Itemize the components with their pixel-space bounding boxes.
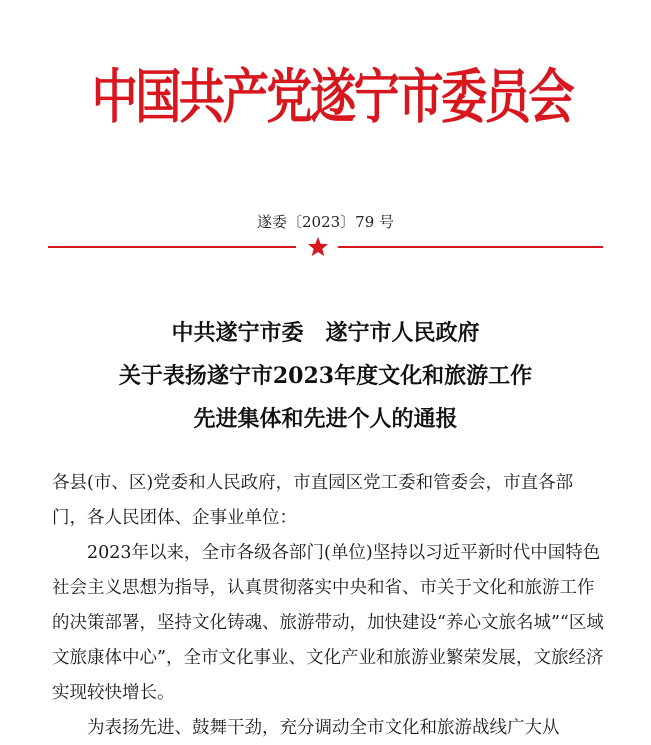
divider-line-right [338, 246, 603, 248]
body-paragraph-2: 为表扬先进、鼓舞干劲，充分调动全市文化和旅游战线广大从 [87, 718, 560, 738]
divider-line-left [48, 246, 296, 248]
document-number: 遂委〔2023〕79 号 [256, 213, 395, 231]
body-paragraph-1: 2023年以来，全市各级各部门(单位)坚持以习近平新时代中国特色社会主义思想为指导，认真贯彻落实中央和省、市关于文化和旅游工作的决策部署，坚持文化铸魂、旅游带动，加快建设“养心文旅名城”“区域文旅康体中心”，全市文化事业、文化产业和旅游业繁荣发展，文旅经济实现较快增长。 [52, 543, 604, 703]
red-divider [48, 236, 603, 258]
star-icon [307, 236, 329, 258]
salutation: 各县(市、区)党委和人民政府，市直园区党工委和管委会，市直各部门，各人民团体、企事业单位： [52, 473, 574, 528]
notice-body [52, 466, 607, 745]
title-line-2: 关于表扬遂宁市2023年度文化和旅游工作 [118, 363, 533, 389]
issuer-masthead: 中国共产党遂宁市委员会 [91, 62, 573, 131]
title-line-3: 先进集体和先进个人的通报 [193, 406, 458, 432]
notice-title [0, 312, 651, 441]
title-line-1: 中共遂宁市委 遂宁市人民政府 [171, 320, 480, 346]
